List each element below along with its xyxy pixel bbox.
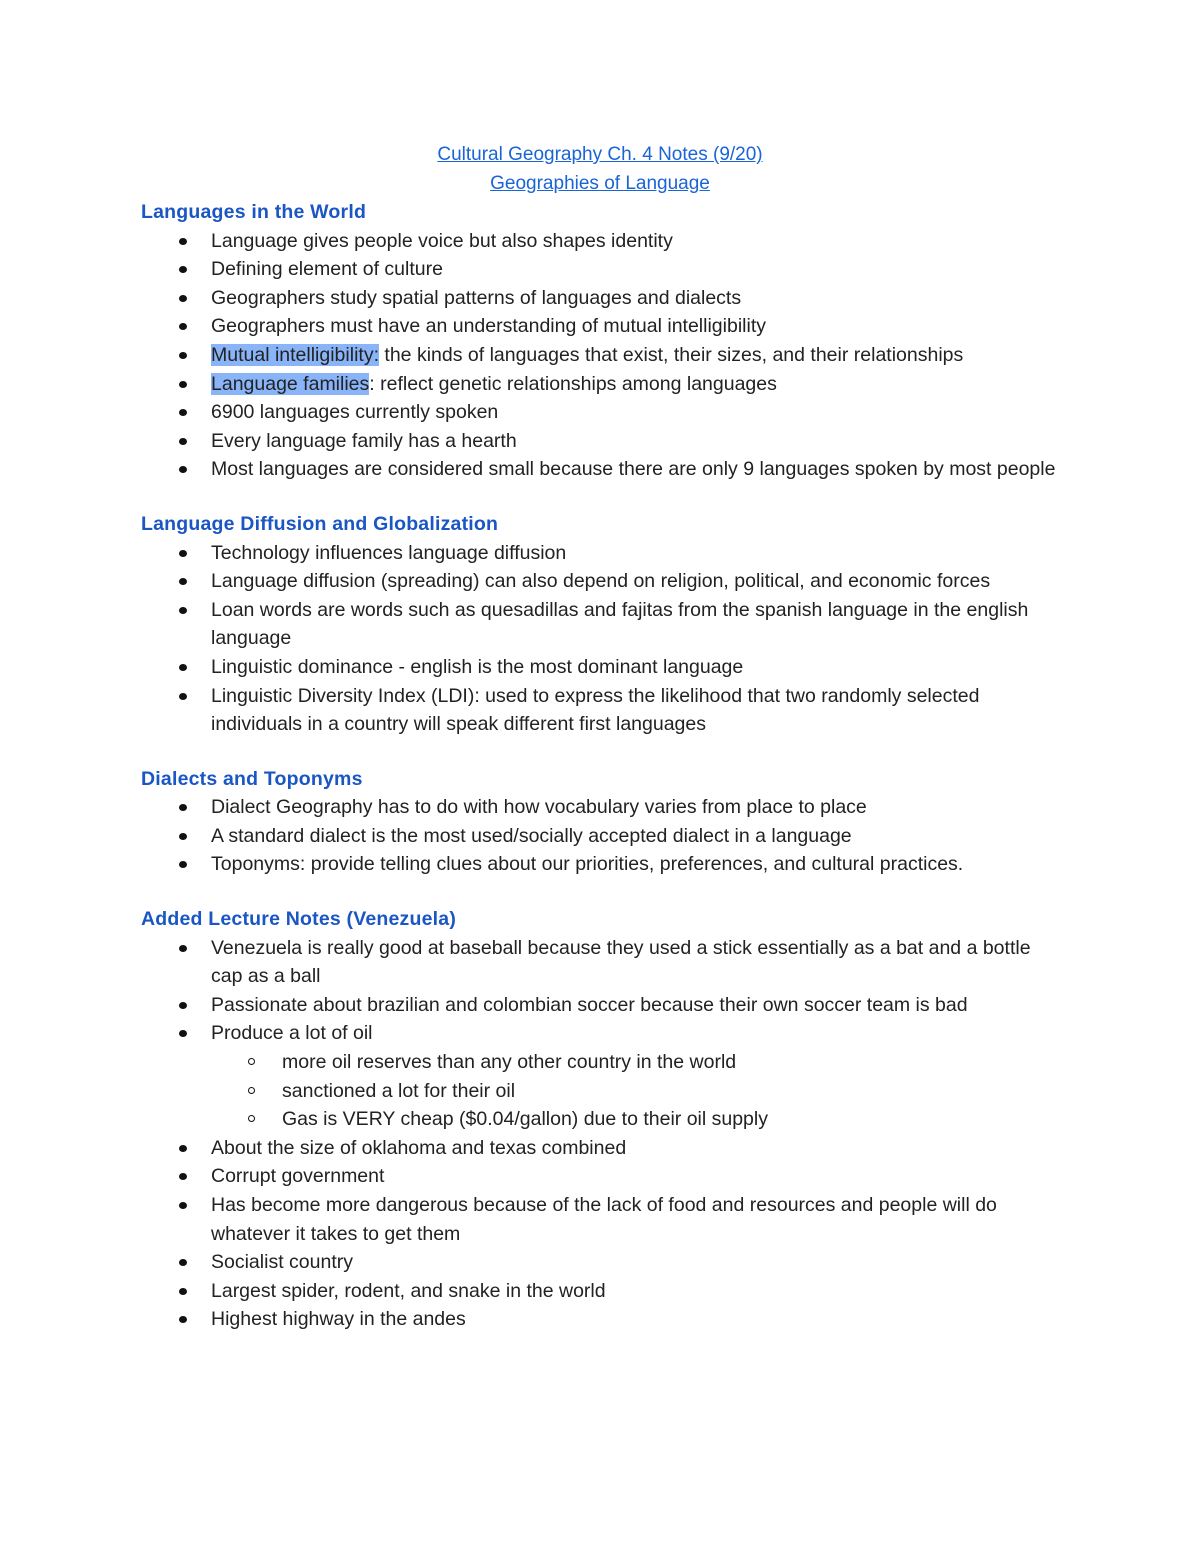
list-item <box>141 312 1061 341</box>
bullet-icon <box>179 295 187 302</box>
bullet-icon <box>179 804 187 811</box>
bullet-icon <box>179 578 187 585</box>
list-item <box>141 284 1061 313</box>
list-item <box>141 427 1061 456</box>
bullet-icon <box>179 266 187 273</box>
list-item-text: Technology influences language diffusion <box>211 541 567 564</box>
section-heading: Languages in the World <box>141 201 367 223</box>
bullet-icon <box>179 1030 187 1037</box>
highlighted-term: Language families <box>211 372 370 395</box>
list-item-text: A standard dialect is the most used/socially accepted dialect in a language <box>211 824 852 847</box>
list-item <box>141 1248 1061 1277</box>
list-item <box>141 682 1061 739</box>
bullet-icon <box>179 238 187 245</box>
list-item <box>141 934 1061 991</box>
section-heading: Language Diffusion and Globalization <box>141 512 499 535</box>
list-item-text: About the size of oklahoma and texas combined <box>211 1136 627 1159</box>
list-item-text: Largest spider, rodent, and snake in the world <box>211 1279 606 1302</box>
list-item <box>141 455 1061 484</box>
notes-section <box>141 510 1061 739</box>
hollow-bullet-icon <box>248 1115 255 1122</box>
list-item-text: Produce a lot of oil <box>211 1022 373 1045</box>
bullet-icon <box>179 1288 187 1295</box>
bullet-icon <box>179 1259 187 1266</box>
list-item <box>141 653 1061 682</box>
bullet-icon <box>179 323 187 330</box>
sub-list-item-text: Gas is VERY cheap ($0.04/gallon) due to their oil supply <box>282 1108 768 1131</box>
list-item-text: Dialect Geography has to do with how vocabulary varies from place to place <box>211 796 867 819</box>
list-item <box>141 1191 1061 1248</box>
notes-section <box>141 765 1061 879</box>
list-item <box>141 398 1061 427</box>
bullet-icon <box>179 466 187 473</box>
sub-list-item-text: more oil reserves than any other country in the world <box>282 1051 737 1074</box>
list-item <box>141 822 1061 851</box>
list-item <box>141 341 1061 370</box>
list-item-text: Socialist country <box>211 1251 353 1274</box>
bullet-icon <box>179 352 187 359</box>
list-item <box>141 596 1061 653</box>
bullet-icon <box>179 438 187 445</box>
list-item-text: the kinds of languages that exist, their sizes, and their relationships <box>379 343 964 366</box>
title-block <box>0 140 1200 198</box>
list-item <box>141 567 1061 596</box>
list-item-text: Defining element of culture <box>211 258 443 281</box>
notes-content <box>141 198 1061 1360</box>
list-item <box>141 227 1061 256</box>
list-item-text: Has become more dangerous because of the lack of food and resources and people will do whatever it takes to get them <box>211 1194 1003 1245</box>
section-heading: Added Lecture Notes (Venezuela) <box>141 908 457 931</box>
bullet-icon <box>179 664 187 671</box>
bullet-icon <box>179 550 187 557</box>
list-item-text: Linguistic Diversity Index (LDI): used to express the likelihood that two randomly selected individuals in a country will speak different first languages <box>211 684 985 736</box>
list-item <box>141 370 1061 399</box>
notes-section <box>141 198 1061 484</box>
list-item-text: Every language family has a hearth <box>211 429 517 452</box>
bullet-icon <box>179 1173 187 1180</box>
list-item-text: Geographers must have an understanding of mutual intelligibility <box>211 315 766 338</box>
bullet-icon <box>179 945 187 952</box>
document-title-link[interactable]: Cultural Geography Ch. 4 Notes (9/20) <box>437 144 763 165</box>
sub-list-item <box>211 1105 1061 1134</box>
list-item <box>141 1305 1061 1334</box>
bullet-icon <box>179 693 187 700</box>
list-item-text: 6900 languages currently spoken <box>211 401 499 424</box>
list-item <box>141 793 1061 822</box>
list-item-text: Language diffusion (spreading) can also depend on religion, political, and economic forces <box>211 570 991 593</box>
notes-section <box>141 905 1061 1334</box>
bullet-list <box>141 934 1061 1334</box>
document-subtitle-link[interactable]: Geographies of Language <box>490 173 710 194</box>
bullet-icon <box>179 833 187 840</box>
bullet-list <box>141 227 1061 484</box>
sub-list-item <box>211 1048 1061 1077</box>
hollow-bullet-icon <box>248 1058 255 1065</box>
list-item-text: Linguistic dominance - english is the most dominant language <box>211 655 744 678</box>
list-item-text: Toponyms: provide telling clues about our priorities, preferences, and cultural practices. <box>211 853 964 876</box>
list-item-text: Passionate about brazilian and colombian soccer because their own soccer team is bad <box>211 993 968 1016</box>
list-item-text: Most languages are considered small because there are only 9 languages spoken by most people <box>211 458 1056 481</box>
bullet-icon <box>179 1202 187 1209</box>
bullet-icon <box>179 1145 187 1152</box>
list-item-text: Language gives people voice but also shapes identity <box>211 229 673 252</box>
bullet-icon <box>179 409 187 416</box>
list-item-text: Corrupt government <box>211 1165 385 1188</box>
bullet-icon <box>179 1316 187 1323</box>
sub-list-item-text: sanctioned a lot for their oil <box>282 1079 516 1102</box>
sub-list-item <box>211 1077 1061 1106</box>
list-item <box>141 539 1061 568</box>
list-item-text: Loan words are words such as quesadillas and fajitas from the spanish language in the english language <box>211 598 1034 650</box>
bullet-list <box>141 793 1061 879</box>
list-item <box>141 991 1061 1020</box>
bullet-list <box>141 539 1061 739</box>
list-item <box>141 1277 1061 1306</box>
bullet-icon <box>179 381 187 388</box>
highlighted-term: Mutual intelligibility: <box>211 343 379 366</box>
list-item-text: : reflect genetic relationships among languages <box>369 372 777 395</box>
bullet-icon <box>179 1002 187 1009</box>
list-item <box>141 1162 1061 1191</box>
list-item-text: Venezuela is really good at baseball because they used a stick essentially as a bat and a bottle cap as a ball <box>211 936 1036 988</box>
bullet-icon <box>179 861 187 868</box>
list-item-text: Highest highway in the andes <box>211 1308 466 1331</box>
section-heading: Dialects and Toponyms <box>141 767 363 790</box>
list-item <box>141 1134 1061 1163</box>
sub-bullet-list <box>211 1048 1061 1134</box>
list-item <box>141 1019 1061 1133</box>
list-item <box>141 255 1061 284</box>
list-item <box>141 850 1061 879</box>
bullet-icon <box>179 607 187 614</box>
list-item-text: Geographers study spatial patterns of languages and dialects <box>211 286 742 309</box>
hollow-bullet-icon <box>248 1087 255 1094</box>
